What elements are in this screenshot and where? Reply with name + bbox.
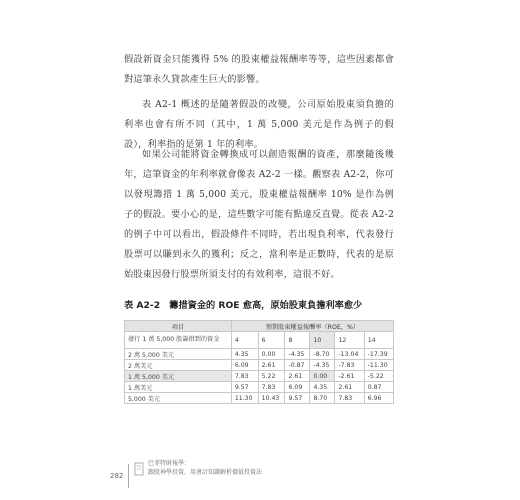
value-cell: -17.39 <box>364 349 393 360</box>
value-cell: 4.35 <box>231 349 258 360</box>
value-cell: 10.43 <box>258 393 285 404</box>
value-cell: -0.87 <box>285 360 310 371</box>
value-cell: 2.61 <box>258 360 285 371</box>
header-roe-group: 預期股東權益報酬率（ROE，%） <box>231 321 393 332</box>
value-cell: 6.09 <box>285 382 310 393</box>
value-cell: 6.09 <box>231 360 258 371</box>
first-row-label: 發行 1 萬 5,000 股籌措到的資金 <box>125 332 232 349</box>
row-label: 5,000 美元 <box>125 393 232 404</box>
value-cell: 4.35 <box>310 382 335 393</box>
value-cell: -13.04 <box>335 349 364 360</box>
rate-cell: 12 <box>335 332 364 349</box>
book-logo-icon <box>134 462 144 476</box>
header-item: 項目 <box>125 321 232 332</box>
table-row-highlight <box>125 371 394 382</box>
table-row <box>125 393 394 404</box>
footer-divider <box>128 464 129 488</box>
rate-cell: 8 <box>285 332 310 349</box>
value-cell: 6.96 <box>364 393 393 404</box>
rate-cell-highlight: 10 <box>310 332 335 349</box>
value-cell: -4.35 <box>285 349 310 360</box>
value-cell-highlight: 0.00 <box>310 371 335 382</box>
roe-table <box>124 320 394 404</box>
row-label: 2 萬 5,000 美元 <box>125 349 232 360</box>
value-cell: 9.57 <box>231 382 258 393</box>
value-cell: 0.00 <box>258 349 285 360</box>
table-row <box>125 360 394 371</box>
value-cell: 11.30 <box>231 393 258 404</box>
value-cell: -2.61 <box>335 371 364 382</box>
value-cell: -5.22 <box>364 371 393 382</box>
value-cell: -11.30 <box>364 360 393 371</box>
paragraph-1: 假設新資金只能獲得 5% 的股東權益報酬率等等，這些因素都會對這筆永久貸款產生巨大的影響。 <box>124 54 394 85</box>
value-cell: 9.57 <box>285 393 310 404</box>
value-cell: 5.22 <box>258 371 285 382</box>
page-number: 282 <box>110 472 124 480</box>
paragraph-2: 表 A2-1 概述的是隨著假設的改變，公司原始股東須負擔的利率也會有所不同（其中，1 萬 5,000 美元是作為例子的假設），利率指的是第 1 年的利率。 <box>124 99 394 150</box>
value-cell: 7.83 <box>335 393 364 404</box>
table-row <box>125 382 394 393</box>
footer-book-title: 巴菲特財報學： <box>148 460 191 467</box>
value-cell: 7.83 <box>231 371 258 382</box>
paragraph-3: 如果公司能將資金轉換成可以創造報酬的資產，那麼隨後幾年，這筆資金的年利率就會像表 A2-2 一樣。觀察表 A2-2，你可以發現籌措 1 萬 5,000 美元，股東權益報酬率 10% 是作為例子的假設。要小心的是，這些數字可能有點違反直覺。從表 A2-2 的例子中可以看出，假設條件不同時，若出現負利率，代表發行股票可以賺到永久的獲利；反之，當利率是正數時，代表的是原始股東因發行股票所須支付的有效利率，這很不好。 <box>124 149 394 280</box>
value-cell: 2.61 <box>335 382 364 393</box>
row-label: 2 萬美元 <box>125 360 232 371</box>
row-label: 1 萬美元 <box>125 382 232 393</box>
value-cell: 0.87 <box>364 382 393 393</box>
footer-book-subtitle: 跟股神學投資，用會計知識解析價值投資法 <box>148 469 263 476</box>
value-cell: -7.83 <box>335 360 364 371</box>
rate-cell: 14 <box>364 332 393 349</box>
value-cell: 7.83 <box>258 382 285 393</box>
value-cell: -4.35 <box>310 360 335 371</box>
rate-cell: 6 <box>258 332 285 349</box>
rate-cell: 4 <box>231 332 258 349</box>
value-cell: 8.70 <box>310 393 335 404</box>
row-label: 1 萬 5,000 美元 <box>125 371 232 382</box>
value-cell: 2.61 <box>285 371 310 382</box>
table-title: 表 A2-2 籌措資金的 ROE 愈高，原始股東負擔利率愈少 <box>124 300 363 311</box>
table-row <box>125 349 394 360</box>
value-cell: -8.70 <box>310 349 335 360</box>
